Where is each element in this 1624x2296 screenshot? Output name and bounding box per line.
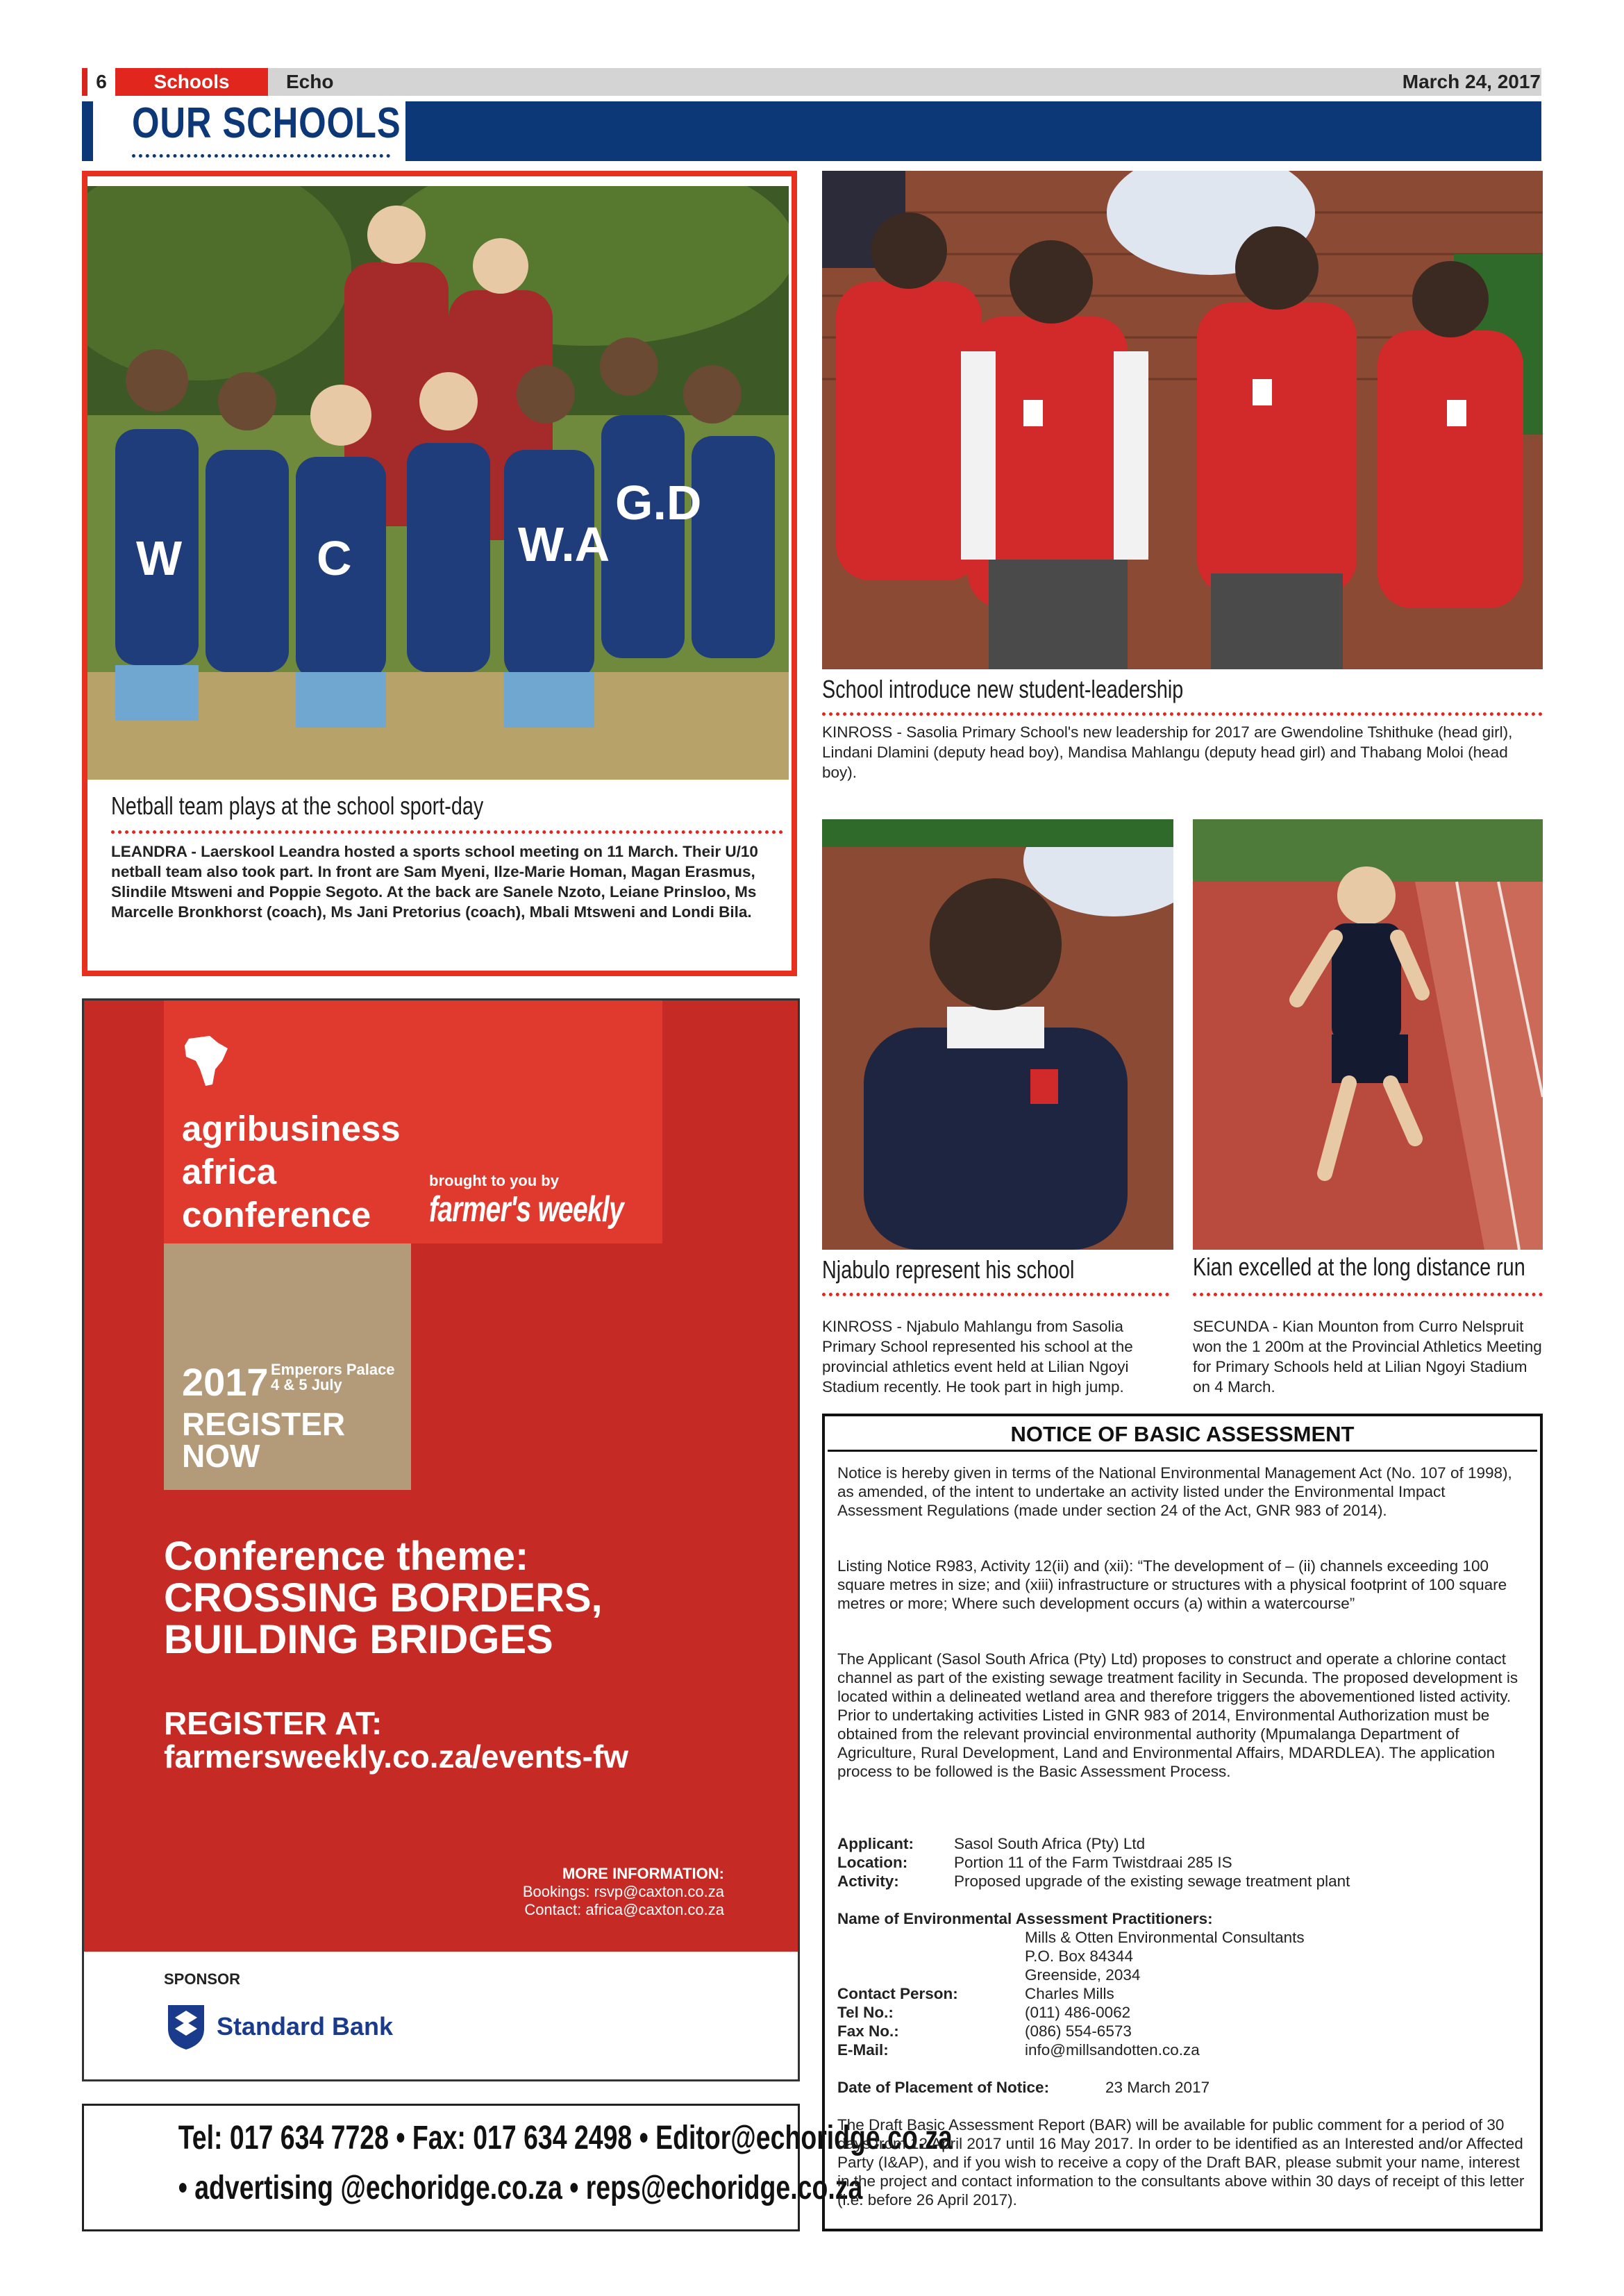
njabulo-headline: Njabulo represent his school — [822, 1255, 1075, 1284]
register-line: REGISTER — [182, 1406, 346, 1442]
notice-divider — [828, 1450, 1537, 1452]
tel-value: (011) 486-0062 — [1025, 2004, 1131, 2021]
email-label: E-Mail: — [837, 2041, 889, 2059]
sponsor-label: SPONSOR — [164, 1970, 241, 1988]
fax-label: Fax No.: — [837, 2022, 899, 2040]
kian-body: SECUNDA - Kian Mounton from Curro Nelspruit won the 1 200m at the Provincial Athletics Meeting for Primary Schools held at Lilian Ngoyi Stadium on 4 March. — [1193, 1318, 1542, 1396]
advert-conference-name — [182, 1107, 401, 1237]
eap-box: P.O. Box 84344 — [1025, 1947, 1133, 1965]
notice-paragraph: The Draft Basic Assessment Report (BAR) will be available for public comment for a period of 30 days from 12 April 2017 until 16 May 2017. In order to be identified as an Interested and/or Affected Party (I&AP), and if you wish to receive a copy of the Draft BAR, please submit your name, interest in the project and contact information to the consultants above within 30 days of receipt of this letter (i.e. before 26 April 2017). — [837, 2116, 1525, 2209]
contact-line-phone: Tel: 017 634 7728 • Fax: 017 634 2498 • Editor@echoridge.co.za — [178, 2120, 953, 2156]
basic-assessment-notice — [822, 1414, 1543, 2231]
contact-person-label: Contact Person: — [837, 1985, 958, 2002]
theme-line: BUILDING BRIDGES — [164, 1617, 553, 1662]
leadership-divider — [822, 712, 1543, 716]
bookings-email[interactable]: Bookings: rsvp@caxton.co.za — [522, 1883, 724, 1900]
netball-body: LEANDRA - Laerskool Leandra hosted a sports school meeting on 11 March. Their U/10 netball team also took part. In front are Sam Myeni, Ilze-Marie Homan, Magan Erasmus, Slindile Mtsweni and Poppie Segoto. At the back are Sanele Nzoto, Leiane Prinsloo, Ms Marcelle Bronkhorst (coach), Ms Jani Pretorius (coach), Mbali Mtsweni and Londi Bila. — [111, 843, 758, 921]
kian-divider — [1193, 1293, 1543, 1296]
advert-venue — [271, 1362, 395, 1393]
email-value[interactable]: info@millsandotten.co.za — [1025, 2041, 1200, 2059]
sponsor-name: Standard Bank — [217, 2012, 394, 2041]
location-label: Location: — [837, 1854, 908, 1871]
advert-title-line: africa — [182, 1152, 277, 1191]
register-url[interactable]: farmersweekly.co.za/events-fw — [164, 1738, 629, 1775]
issue-date: March 24, 2017 — [1402, 71, 1541, 92]
notice-paragraph: The Applicant (Sasol South Africa (Pty) Ltd) proposes to construct and operate a chlorine contact channel as part of the existing sewage treatment facility in Secunda. The proposed development is located within a delineated wetland area and therefore triggers the abovementioned listed activity. Prior to undertaking activities Listed in GNR 983 of 2014, Environmental Authorization must be obtained from the relevant provincial environmental authority (Mpumalanga Department of Agriculture, Rural Development, Land and Environmental Affairs, MDARDLEA). The application process to be followed is the Basic Assessment Process. — [837, 1650, 1518, 1780]
page-title: OUR SCHOOLS — [132, 99, 401, 147]
activity-label: Activity: — [837, 1872, 899, 1890]
title-divider — [132, 154, 390, 158]
netball-headline: Netball team plays at the school sport-day — [111, 791, 484, 820]
more-info-label: MORE INFORMATION: — [562, 1865, 724, 1882]
applicant-label: Applicant: — [837, 1835, 914, 1852]
title-band — [405, 101, 1541, 161]
location-value: Portion 11 of the Farm Twistdraai 285 IS — [954, 1854, 1232, 1871]
advert-register-at — [164, 1707, 628, 1773]
placement-date-value: 23 March 2017 — [1105, 2079, 1210, 2096]
eap-label: Name of Environmental Assessment Practitioners: — [837, 1910, 1213, 1927]
paper-name: Echo — [286, 71, 334, 92]
register-line: NOW — [182, 1438, 260, 1474]
njabulo-divider — [822, 1293, 1169, 1296]
farmers-weekly-logo: farmer's weekly — [429, 1189, 623, 1230]
svg-text:W: W — [136, 531, 183, 585]
njabulo-body: KINROSS - Njabulo Mahlangu from Sasolia Primary School represented his school at the provincial athletics event held at Lilian Ngoyi Stadium recently. He took part in high jump. — [822, 1318, 1133, 1396]
advert-brought-by: brought to you by — [429, 1172, 559, 1189]
advert-theme — [164, 1536, 603, 1661]
title-accent — [82, 101, 93, 161]
notice-paragraph: Listing Notice R983, Activity 12(ii) and (xii): “The development of – (ii) channels exceeding 100 square metres in size; and (xiii) infrastructure or structures with a physical footprint of 100 square metres or more; Where such development occurs (a) within a watercourse” — [837, 1557, 1507, 1612]
fax-value: (086) 554-6573 — [1025, 2022, 1132, 2040]
contact-line-email: • advertising @echoridge.co.za • reps@echoridge.co.za — [178, 2170, 863, 2206]
register-at-label: REGISTER AT: — [164, 1705, 383, 1741]
notice-paragraph: Notice is hereby given in terms of the National Environmental Management Act (No. 107 of 1998), as amended, of the intent to undertake an activity listed under the Environmental Impact Assessment Regulations (made under section 24 of the Act, GNR 983 of 2014). — [837, 1464, 1512, 1519]
eap-name: Mills & Otten Environmental Consultants — [1025, 1929, 1305, 1946]
advert-title-line: agribusiness — [182, 1109, 401, 1148]
advert-venue-name: Emperors Palace — [271, 1361, 395, 1378]
tel-label: Tel No.: — [837, 2004, 894, 2021]
theme-line: Conference theme: — [164, 1534, 529, 1579]
activity-value: Proposed upgrade of the existing sewage treatment plant — [954, 1872, 1350, 1890]
advert-register-now — [182, 1408, 345, 1472]
svg-text:G.D: G.D — [615, 476, 702, 530]
standard-bank-icon — [161, 2001, 211, 2054]
student-leadership-photo — [822, 171, 1543, 669]
leadership-headline: School introduce new student-leadership — [822, 675, 1184, 703]
africa-icon — [182, 1033, 232, 1092]
advert-dates: 4 & 5 July — [271, 1376, 342, 1393]
svg-text:C: C — [317, 531, 352, 585]
eap-town: Greenside, 2034 — [1025, 1966, 1141, 1984]
njabulo-photo — [822, 819, 1173, 1250]
advert-title-line: conference — [182, 1195, 371, 1234]
notice-title: NOTICE OF BASIC ASSESSMENT — [1010, 1422, 1355, 1446]
theme-line: CROSSING BORDERS, — [164, 1575, 603, 1620]
netball-team-photo — [87, 186, 789, 780]
advert-year: 2017 — [182, 1360, 269, 1404]
kian-headline: Kian excelled at the long distance run — [1193, 1252, 1525, 1281]
contact-person-value: Charles Mills — [1025, 1985, 1114, 2002]
page-number: 6 — [82, 68, 115, 96]
section-label: Schools — [115, 68, 268, 96]
netball-divider — [111, 830, 783, 834]
kian-photo — [1193, 819, 1543, 1250]
contact-email[interactable]: Contact: africa@caxton.co.za — [524, 1901, 724, 1918]
leadership-body: KINROSS - Sasolia Primary School's new leadership for 2017 are Gwendoline Tshithuke (head girl), Lindani Dlamini (deputy head boy), Mandisa Mahlangu (deputy head girl) and Thabang Moloi (head boy). — [822, 723, 1513, 781]
placement-date-label: Date of Placement of Notice: — [837, 2079, 1050, 2096]
svg-text:W.A: W.A — [518, 517, 610, 571]
advert-more-info — [523, 1865, 724, 1919]
applicant-value: Sasol South Africa (Pty) Ltd — [954, 1835, 1146, 1852]
